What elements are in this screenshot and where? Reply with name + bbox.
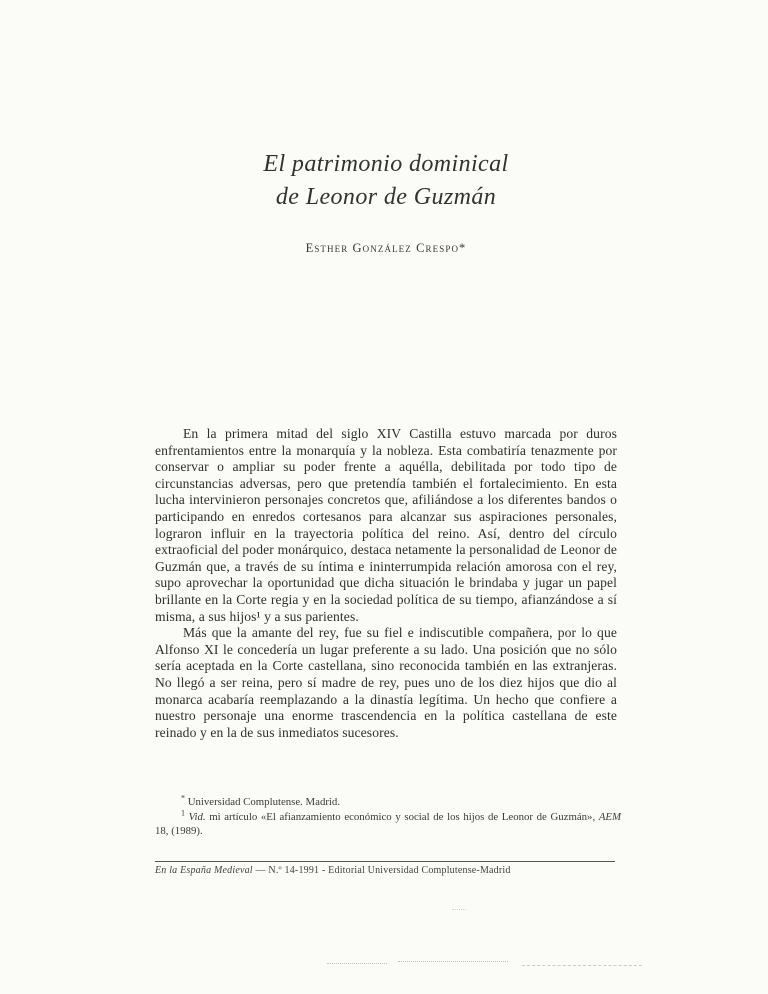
footnote-reference [155,807,621,839]
footnote-affiliation [155,795,621,810]
footnote-marker-1: 1 [181,807,185,817]
article-title [155,148,617,214]
footnote-reference-text: mi artículo «El afianzamiento económico y social de los hijos de Leonor de Guzmán», [205,810,599,823]
footnote-journal-abbrev: AEM [598,810,621,823]
footnote-vid: Vid. [185,810,206,823]
author-name: Esther González Crespo* [305,241,467,255]
footnotes-section [155,795,621,839]
footer-issue-info: — N.º 14-1991 - Editorial Universidad Complutense-Madrid [252,865,511,876]
scan-artifact [327,963,387,964]
paragraph-2: Más que la amante del rey, fue su fiel e indiscutible compañera, por lo que Alfonso XI le concedería un lugar preferente a su lado. Una posición que no sólo sería aceptada en la Corte castellana, sino reconocida también en las extranjeras. No llegó a ser reina, pero sí madre de rey, pues uno de los diez hijos que dio al monarca acabaría reemplazando a la dinastía legítima. Un hecho que confiere a nuestro personaje una enorme trascendencia en la política castellana de este reinado y en la de sus inmediatos sucesores. [155,625,617,740]
page-footer [155,861,615,876]
scan-artifact [398,961,508,962]
footer-citation [155,865,615,876]
paragraph-1: En la primera mitad del siglo XIV Castilla estuvo marcada por duros enfrentamientos entre la monarquía y la nobleza. Esta combatiría tenazmente por conservar o ampliar su poder frente a aquélla, debilitada por todo tipo de circunstancias adversas, pero que pretendía también el fortalecimiento. En esta lucha intervinieron personajes concretos que, afiliándose a los diferentes bandos o participando en enredos cortesanos para alcanzar sus aspiraciones personales, lograron influir en la trayectoria política del reino. Así, dentro del círculo extraoficial del poder monárquico, destaca netamente la personalidad de Leonor de Guzmán que, a través de su íntima e ininterrumpida relación amorosa con el rey, supo aprovechar la oportunidad que dicha situación le brindaba y jugar un papel brillante en la Corte regia y en la sociedad política de su tiempo, afianzándose a sí misma, a sus hijos¹ y a sus parientes. [155,426,617,624]
footer-divider [155,861,615,862]
article-title-line-1: El patrimonio dominical [263,151,509,177]
footnote-marker-asterisk: * [181,793,185,803]
footnote-affiliation-text: Universidad Complutense. Madrid. [185,796,341,808]
article-title-line-2: de Leonor de Guzmán [275,184,497,210]
article-body [155,426,617,741]
footer-journal-title: En la España Medieval [155,865,253,876]
scan-artifact [452,909,466,910]
scan-artifact [522,965,642,966]
footnote-reference-tail: 18, (1989). [155,825,203,837]
